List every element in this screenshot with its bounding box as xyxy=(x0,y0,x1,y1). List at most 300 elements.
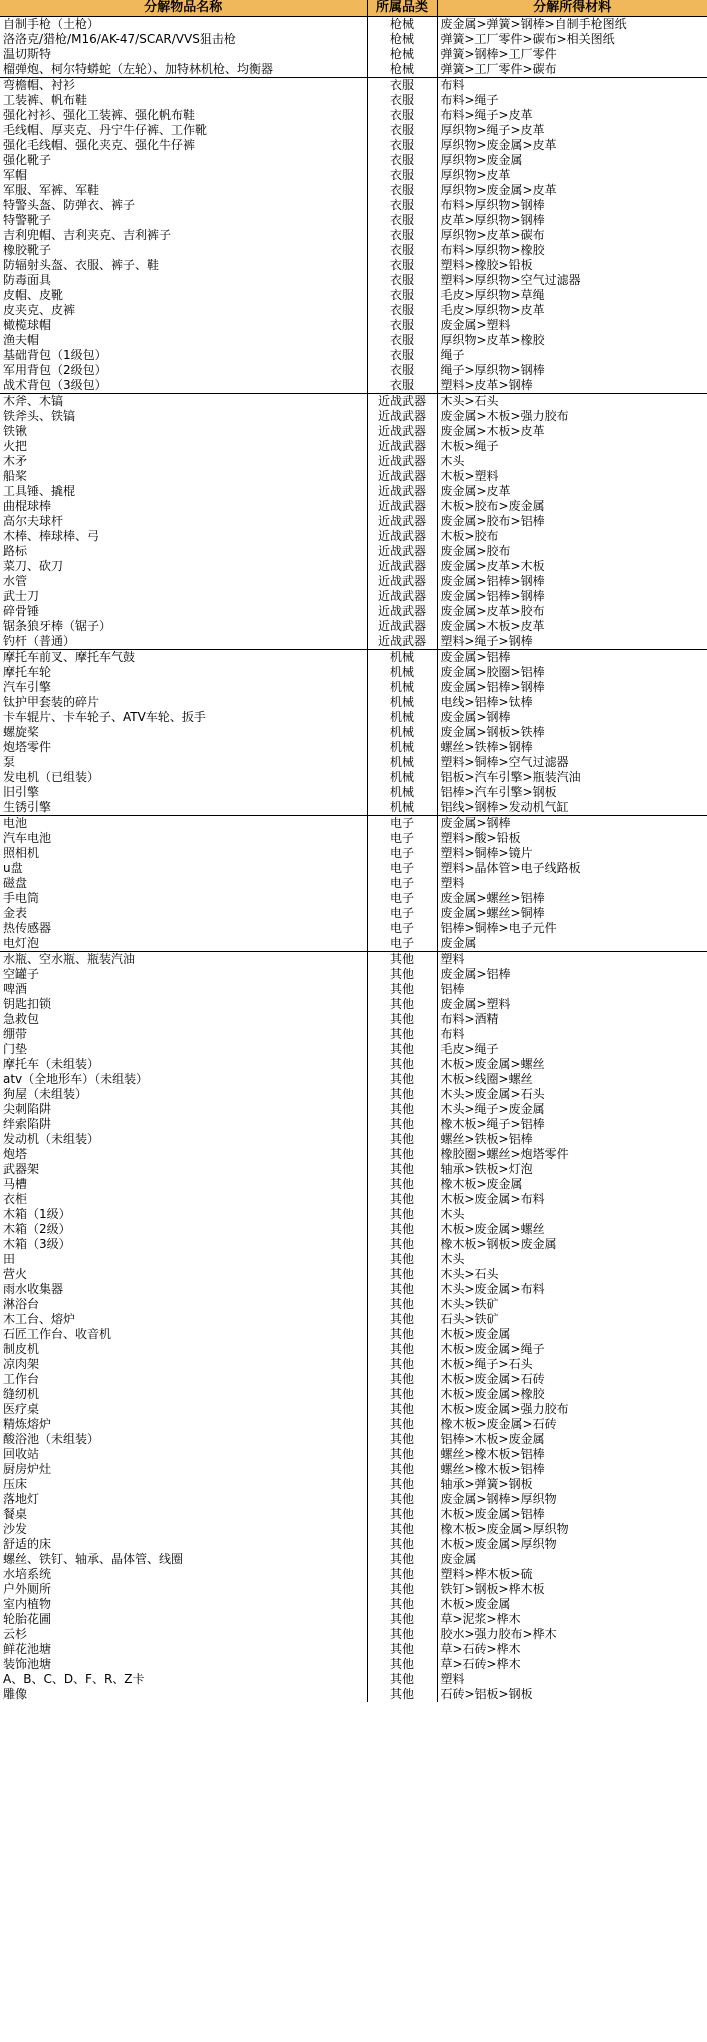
category-cell: 其他 xyxy=(367,1537,437,1552)
materials-cell: 木板>绳子 xyxy=(440,439,499,453)
materials-cell: 厚织物>绳子>皮革 xyxy=(440,123,545,137)
table-row xyxy=(0,1582,707,1597)
materials-cell: 弹簧>工厂零件>碳布 xyxy=(440,62,557,76)
materials-cell: 毛皮>绳子 xyxy=(440,1042,499,1056)
category-cell: 近战武器 xyxy=(367,559,437,574)
materials-cell: 废金属>钢棒 xyxy=(437,816,707,832)
materials-cell: 铝棒>铜棒>电子元件 xyxy=(440,921,557,935)
item-name-cell: 淋浴台 xyxy=(3,1297,40,1311)
category-cell: 机械 xyxy=(367,785,437,800)
table-row xyxy=(0,906,707,921)
item-name-cell: 汽车引擎 xyxy=(3,680,52,694)
item-name-cell: 磁盘 xyxy=(3,876,28,890)
item-name-cell: 橡胶靴子 xyxy=(3,243,52,257)
category-cell: 机械 xyxy=(367,725,437,740)
table-row xyxy=(0,1132,707,1147)
category-cell: 机械 xyxy=(367,665,437,680)
table-row xyxy=(0,785,707,800)
materials-cell: 木头>石头 xyxy=(440,1267,499,1281)
item-name-cell: 锯条狼牙棒（锯子） xyxy=(3,619,112,633)
header-item-name: 分解物品名称 xyxy=(0,0,367,17)
item-name-cell: 落地灯 xyxy=(3,1492,40,1506)
table-row xyxy=(0,1387,707,1402)
table-row xyxy=(0,997,707,1012)
category-cell: 衣服 xyxy=(367,228,437,243)
table-row xyxy=(0,1297,707,1312)
materials-cell: 塑料 xyxy=(440,876,465,890)
materials-cell: 木板>线圈>螺丝 xyxy=(440,1072,533,1086)
category-cell: 近战武器 xyxy=(367,589,437,604)
materials-cell: 塑料>晶体管>电子线路板 xyxy=(440,861,581,875)
category-cell: 电子 xyxy=(367,891,437,906)
table-row xyxy=(0,604,707,619)
table-row xyxy=(0,1147,707,1162)
category-cell: 衣服 xyxy=(367,213,437,228)
table-row xyxy=(0,710,707,725)
item-name-cell: 回收站 xyxy=(3,1447,40,1461)
materials-cell: 塑料>酸>铅板 xyxy=(440,831,521,845)
table-row xyxy=(0,559,707,574)
materials-cell: 塑料>皮革>钢棒 xyxy=(440,378,533,392)
materials-cell: 电线>铝棒>钛棒 xyxy=(440,695,533,709)
table-row xyxy=(0,1672,707,1687)
item-name-cell: 工装裤、帆布鞋 xyxy=(3,93,88,107)
materials-cell: 木板>塑料 xyxy=(440,469,499,483)
table-row xyxy=(0,409,707,424)
category-cell: 其他 xyxy=(367,1162,437,1177)
table-row xyxy=(0,967,707,982)
materials-cell: 废金属>螺丝>铝棒 xyxy=(440,891,545,905)
category-cell: 枪械 xyxy=(367,17,437,33)
category-cell: 机械 xyxy=(367,695,437,710)
table-row xyxy=(0,1222,707,1237)
item-name-cell: 餐桌 xyxy=(3,1507,28,1521)
materials-cell: 布料>绳子 xyxy=(440,93,499,107)
table-row xyxy=(0,1642,707,1657)
category-cell: 机械 xyxy=(367,755,437,770)
category-cell: 衣服 xyxy=(367,303,437,318)
item-name-cell: 皮夹克、皮裤 xyxy=(3,303,76,317)
item-name-cell: 绷带 xyxy=(3,1027,28,1041)
category-cell: 近战武器 xyxy=(367,529,437,544)
category-cell: 近战武器 xyxy=(367,544,437,559)
item-name-cell: 电池 xyxy=(0,816,367,832)
category-cell: 其他 xyxy=(367,1177,437,1192)
materials-cell: 厚织物>皮革>橡胶 xyxy=(440,333,545,347)
table-row xyxy=(0,93,707,108)
category-cell: 其他 xyxy=(367,1522,437,1537)
item-name-cell: 厨房炉灶 xyxy=(3,1462,52,1476)
materials-cell: 螺丝>橡木板>铝棒 xyxy=(440,1462,545,1476)
materials-cell: 废金属>皮革>木板 xyxy=(440,559,545,573)
table-row xyxy=(0,258,707,273)
item-name-cell: 汽车电池 xyxy=(3,831,52,845)
category-cell: 其他 xyxy=(367,1387,437,1402)
materials-cell: 塑料>桦木板>硫 xyxy=(440,1567,533,1581)
table-row xyxy=(0,831,707,846)
materials-cell: 铝棒>汽车引擎>钢板 xyxy=(440,785,557,799)
item-name-cell: 装饰池塘 xyxy=(3,1657,52,1671)
table-row xyxy=(0,529,707,544)
item-name-cell: 温切斯特 xyxy=(3,47,52,61)
materials-cell: 废金属>铝棒 xyxy=(437,650,707,666)
category-cell: 近战武器 xyxy=(367,454,437,469)
item-name-cell: 武器架 xyxy=(3,1162,40,1176)
category-cell: 近战武器 xyxy=(367,484,437,499)
materials-cell: 木板>废金属>绳子 xyxy=(440,1342,545,1356)
materials-cell: 螺丝>铁棒>钢棒 xyxy=(440,740,533,754)
materials-cell: 橡木板>废金属>石砖 xyxy=(440,1417,557,1431)
item-name-cell: 钥匙扣锁 xyxy=(3,997,52,1011)
materials-cell: 废金属>塑料 xyxy=(440,997,511,1011)
category-cell: 其他 xyxy=(367,1447,437,1462)
table-row xyxy=(0,198,707,213)
category-cell: 其他 xyxy=(367,1192,437,1207)
materials-cell: 废金属>铝棒>钢棒 xyxy=(440,589,545,603)
table-row xyxy=(0,1027,707,1042)
materials-cell: 木板>废金属 xyxy=(440,1327,511,1341)
materials-cell: 木板>废金属>强力胶布 xyxy=(440,1402,569,1416)
category-cell: 其他 xyxy=(367,1492,437,1507)
table-row xyxy=(0,62,707,78)
category-cell: 衣服 xyxy=(367,243,437,258)
materials-cell: 废金属>弹簧>钢棒>自制手枪图纸 xyxy=(440,17,627,31)
category-cell: 衣服 xyxy=(367,93,437,108)
materials-cell: 绳子 xyxy=(440,348,465,362)
category-cell: 其他 xyxy=(367,1597,437,1612)
table-row xyxy=(0,574,707,589)
item-name-cell: 压床 xyxy=(3,1477,28,1491)
materials-cell: 厚织物>皮革 xyxy=(440,168,511,182)
category-cell: 其他 xyxy=(367,1687,437,1702)
materials-cell: 布料>厚织物>钢棒 xyxy=(440,198,545,212)
item-name-cell: 钛护甲套装的碎片 xyxy=(3,695,100,709)
item-name-cell: 发动机（未组装） xyxy=(3,1132,100,1146)
item-name-cell: 绊索陷阱 xyxy=(3,1117,52,1131)
materials-cell: 废金属>铝棒>钢棒 xyxy=(440,574,545,588)
materials-cell: 废金属>螺丝>铜棒 xyxy=(440,906,545,920)
item-name-cell: 工作台 xyxy=(3,1372,40,1386)
category-cell: 近战武器 xyxy=(367,409,437,424)
materials-cell: 弹簧>钢棒>工厂零件 xyxy=(440,47,557,61)
table-row xyxy=(0,1177,707,1192)
materials-cell: 螺丝>铁板>铝棒 xyxy=(440,1132,533,1146)
item-name-cell: 碎骨锤 xyxy=(3,604,40,618)
item-name-cell: 皮帽、皮靴 xyxy=(3,288,64,302)
item-name-cell: 战术背包（3级包） xyxy=(3,378,107,392)
header-row xyxy=(0,0,707,17)
category-cell: 其他 xyxy=(367,1132,437,1147)
materials-cell: 废金属 xyxy=(440,936,477,950)
materials-cell: 木板>废金属>橡胶 xyxy=(440,1387,545,1401)
item-name-cell: 曲棍球棒 xyxy=(3,499,52,513)
materials-cell: 废金属>铝棒 xyxy=(440,967,511,981)
materials-cell: 轴承>铁板>灯泡 xyxy=(440,1162,533,1176)
materials-cell: 废金属>钢棒 xyxy=(440,710,511,724)
materials-cell: 胶水>强力胶布>桦木 xyxy=(440,1627,557,1641)
table-row xyxy=(0,982,707,997)
item-name-cell: 基础背包（1级包） xyxy=(3,348,107,362)
table-row xyxy=(0,544,707,559)
item-name-cell: 工具锤、撬棍 xyxy=(3,484,76,498)
category-cell: 其他 xyxy=(367,1297,437,1312)
materials-cell: 木板>废金属>石砖 xyxy=(440,1372,545,1386)
materials-cell: 塑料 xyxy=(440,1672,465,1686)
item-name-cell: 特警头盔、防弹衣、裤子 xyxy=(3,198,136,212)
item-name-cell: 舒适的床 xyxy=(3,1537,52,1551)
category-cell: 其他 xyxy=(367,1582,437,1597)
category-cell: 电子 xyxy=(367,831,437,846)
materials-cell: 木板>废金属>螺丝 xyxy=(440,1057,545,1071)
category-cell: 其他 xyxy=(367,1207,437,1222)
materials-cell: 毛皮>厚织物>皮革 xyxy=(440,303,545,317)
table-row xyxy=(0,424,707,439)
table-row xyxy=(0,1072,707,1087)
table-row xyxy=(0,634,707,650)
table-row xyxy=(0,665,707,680)
materials-cell: 橡木板>废金属 xyxy=(440,1177,523,1191)
table-row xyxy=(0,1567,707,1582)
table-row xyxy=(0,1312,707,1327)
item-name-cell: 空罐子 xyxy=(3,967,40,981)
materials-cell: 铁钉>钢板>桦木板 xyxy=(440,1582,545,1596)
materials-cell: 铝线>钢棒>发动机气缸 xyxy=(440,800,569,814)
item-name-cell: 沙发 xyxy=(3,1522,28,1536)
category-cell: 电子 xyxy=(367,936,437,952)
category-cell: 其他 xyxy=(367,1027,437,1042)
item-name-cell: 户外厕所 xyxy=(3,1582,52,1596)
table-row xyxy=(0,1057,707,1072)
category-cell: 机械 xyxy=(367,800,437,816)
item-name-cell: 狗屋（未组装） xyxy=(3,1087,88,1101)
table-row xyxy=(0,363,707,378)
item-name-cell: 铁斧头、铁镐 xyxy=(3,409,76,423)
item-name-cell: 营火 xyxy=(3,1267,28,1281)
category-cell: 其他 xyxy=(367,1612,437,1627)
category-cell: 其他 xyxy=(367,1552,437,1567)
item-name-cell: atv（全地形车）（未组装） xyxy=(3,1072,149,1086)
table-row xyxy=(0,1627,707,1642)
materials-cell: 废金属>木板>皮革 xyxy=(440,424,545,438)
item-name-cell: 木棒、棒球棒、弓 xyxy=(3,529,100,543)
item-name-cell: 水管 xyxy=(3,574,28,588)
table-row xyxy=(0,303,707,318)
table-row xyxy=(0,288,707,303)
category-cell: 电子 xyxy=(367,876,437,891)
table-row xyxy=(0,1417,707,1432)
table-row xyxy=(0,1327,707,1342)
category-cell: 其他 xyxy=(367,1147,437,1162)
table-row xyxy=(0,1492,707,1507)
item-name-cell: 云杉 xyxy=(3,1627,28,1641)
table-row xyxy=(0,695,707,710)
table-row xyxy=(0,876,707,891)
item-name-cell: 泵 xyxy=(3,755,16,769)
table-row xyxy=(0,1432,707,1447)
category-cell: 衣服 xyxy=(367,288,437,303)
item-name-cell: 木箱（3级） xyxy=(3,1237,71,1251)
materials-cell: 轴承>弹簧>钢板 xyxy=(440,1477,533,1491)
materials-cell: 木头>石头 xyxy=(437,394,707,410)
materials-cell: 草>泥浆>桦木 xyxy=(440,1612,521,1626)
category-cell: 其他 xyxy=(367,997,437,1012)
materials-cell: 废金属>皮革 xyxy=(440,484,511,498)
materials-cell: 塑料>橡胶>铅板 xyxy=(440,258,533,272)
materials-cell: 木板>胶布 xyxy=(440,529,499,543)
item-name-cell: 摩托车轮 xyxy=(3,665,52,679)
item-name-cell: 防辐射头盔、衣服、裤子、鞋 xyxy=(3,258,160,272)
materials-cell: 废金属>胶圈>铝棒 xyxy=(440,665,545,679)
category-cell: 衣服 xyxy=(367,348,437,363)
table-row xyxy=(0,1612,707,1627)
item-name-cell: 啤酒 xyxy=(3,982,28,996)
materials-cell: 木头 xyxy=(440,454,465,468)
table-row xyxy=(0,333,707,348)
table-row xyxy=(0,394,707,410)
category-cell: 其他 xyxy=(367,1252,437,1267)
item-name-cell: 凉肉架 xyxy=(3,1357,40,1371)
item-name-cell: 手电筒 xyxy=(3,891,40,905)
item-name-cell: 木箱（1级） xyxy=(3,1207,71,1221)
category-cell: 其他 xyxy=(367,1417,437,1432)
table-row xyxy=(0,1237,707,1252)
table-row xyxy=(0,1372,707,1387)
item-name-cell: 摩托车前叉、摩托车气鼓 xyxy=(0,650,367,666)
materials-cell: 绳子>厚织物>钢棒 xyxy=(440,363,545,377)
category-cell: 电子 xyxy=(367,816,437,832)
materials-cell: 铝板>汽车引擎>瓶装汽油 xyxy=(440,770,581,784)
table-row xyxy=(0,514,707,529)
materials-cell: 木板>废金属>螺丝 xyxy=(440,1222,545,1236)
category-cell: 其他 xyxy=(367,1357,437,1372)
table-row xyxy=(0,17,707,33)
item-name-cell: 渔夫帽 xyxy=(3,333,40,347)
category-cell: 其他 xyxy=(367,1222,437,1237)
item-name-cell: 炮塔零件 xyxy=(3,740,52,754)
category-cell: 其他 xyxy=(367,1567,437,1582)
table-row xyxy=(0,1087,707,1102)
table-row xyxy=(0,1102,707,1117)
materials-cell: 布料 xyxy=(440,1027,465,1041)
table-row xyxy=(0,1342,707,1357)
table-row xyxy=(0,1282,707,1297)
item-name-cell: 船桨 xyxy=(3,469,28,483)
table-row xyxy=(0,168,707,183)
category-cell: 其他 xyxy=(367,1282,437,1297)
materials-cell: 木板>胶布>废金属 xyxy=(440,499,545,513)
category-cell: 近战武器 xyxy=(367,574,437,589)
item-name-cell: 洛洛克/猎枪/M16/AK-47/SCAR/VVS狙击枪 xyxy=(3,32,236,46)
item-name-cell: 木矛 xyxy=(3,454,28,468)
materials-cell: 橡木板>废金属>厚织物 xyxy=(440,1522,569,1536)
item-name-cell: 生锈引擎 xyxy=(3,800,52,814)
item-name-cell: 军服、军裤、军鞋 xyxy=(3,183,100,197)
materials-cell: 布料>厚织物>橡胶 xyxy=(440,243,545,257)
materials-cell: 弹簧>工厂零件>碳布>相关图纸 xyxy=(440,32,615,46)
item-name-cell: 特警靴子 xyxy=(3,213,52,227)
category-cell: 其他 xyxy=(367,1042,437,1057)
item-name-cell: 马槽 xyxy=(3,1177,28,1191)
item-name-cell: 橄榄球帽 xyxy=(3,318,52,332)
item-name-cell: 室内植物 xyxy=(3,1597,52,1611)
table-row xyxy=(0,1357,707,1372)
table-row xyxy=(0,318,707,333)
header-materials: 分解所得材料 xyxy=(437,0,707,17)
table-row xyxy=(0,499,707,514)
category-cell: 近战武器 xyxy=(367,469,437,484)
materials-cell: 废金属>木板>强力胶布 xyxy=(440,409,569,423)
item-name-cell: 高尔夫球杆 xyxy=(3,514,64,528)
category-cell: 其他 xyxy=(367,1072,437,1087)
item-name-cell: 炮塔 xyxy=(3,1147,28,1161)
materials-cell: 废金属>胶布 xyxy=(440,544,511,558)
table-row xyxy=(0,816,707,832)
item-name-cell: 强化靴子 xyxy=(3,153,52,167)
materials-cell: 厚织物>废金属>皮革 xyxy=(440,183,557,197)
table-row xyxy=(0,228,707,243)
category-cell: 机械 xyxy=(367,650,437,666)
category-cell: 衣服 xyxy=(367,198,437,213)
category-cell: 衣服 xyxy=(367,363,437,378)
table-row xyxy=(0,589,707,604)
table-row xyxy=(0,213,707,228)
table-row xyxy=(0,740,707,755)
item-name-cell: 发电机（已组装） xyxy=(3,770,100,784)
table-row xyxy=(0,32,707,47)
item-name-cell: 卡车辊片、卡车轮子、ATV车轮、扳手 xyxy=(3,710,206,724)
item-name-cell: 路标 xyxy=(3,544,28,558)
table-row xyxy=(0,1207,707,1222)
item-name-cell: 精炼熔炉 xyxy=(3,1417,52,1431)
item-name-cell: 毛线帽、厚夹克、丹宁牛仔裤、工作靴 xyxy=(3,123,208,137)
category-cell: 衣服 xyxy=(367,108,437,123)
table-row xyxy=(0,439,707,454)
category-cell: 近战武器 xyxy=(367,514,437,529)
table-row xyxy=(0,243,707,258)
materials-cell: 木头>铁矿 xyxy=(440,1297,499,1311)
materials-cell: 废金属 xyxy=(440,1552,477,1566)
table-row xyxy=(0,1447,707,1462)
category-cell: 衣服 xyxy=(367,273,437,288)
table-row xyxy=(0,846,707,861)
item-name-cell: 强化毛线帽、强化夹克、强化牛仔裤 xyxy=(3,138,196,152)
table-row xyxy=(0,1162,707,1177)
table-row xyxy=(0,138,707,153)
table-row xyxy=(0,650,707,666)
materials-cell: 木板>废金属 xyxy=(440,1597,511,1611)
materials-cell: 塑料>铜棒>空气过滤器 xyxy=(440,755,569,769)
category-cell: 枪械 xyxy=(367,32,437,47)
table-row xyxy=(0,952,707,968)
table-row xyxy=(0,484,707,499)
category-cell: 电子 xyxy=(367,861,437,876)
item-name-cell: 武士刀 xyxy=(3,589,40,603)
category-cell: 机械 xyxy=(367,710,437,725)
materials-cell: 布料 xyxy=(437,78,707,94)
category-cell: 其他 xyxy=(367,952,437,968)
item-name-cell: 缝纫机 xyxy=(3,1387,40,1401)
item-name-cell: 螺丝、铁钉、轴承、晶体管、线圈 xyxy=(3,1552,184,1566)
category-cell: 枪械 xyxy=(367,47,437,62)
table-row xyxy=(0,378,707,394)
category-cell: 电子 xyxy=(367,906,437,921)
materials-cell: 塑料>绳子>钢棒 xyxy=(440,634,533,648)
category-cell: 其他 xyxy=(367,1477,437,1492)
table-row xyxy=(0,348,707,363)
category-cell: 衣服 xyxy=(367,153,437,168)
materials-cell: 木板>废金属>铝棒 xyxy=(440,1507,545,1521)
item-name-cell: 尖刺陷阱 xyxy=(3,1102,52,1116)
